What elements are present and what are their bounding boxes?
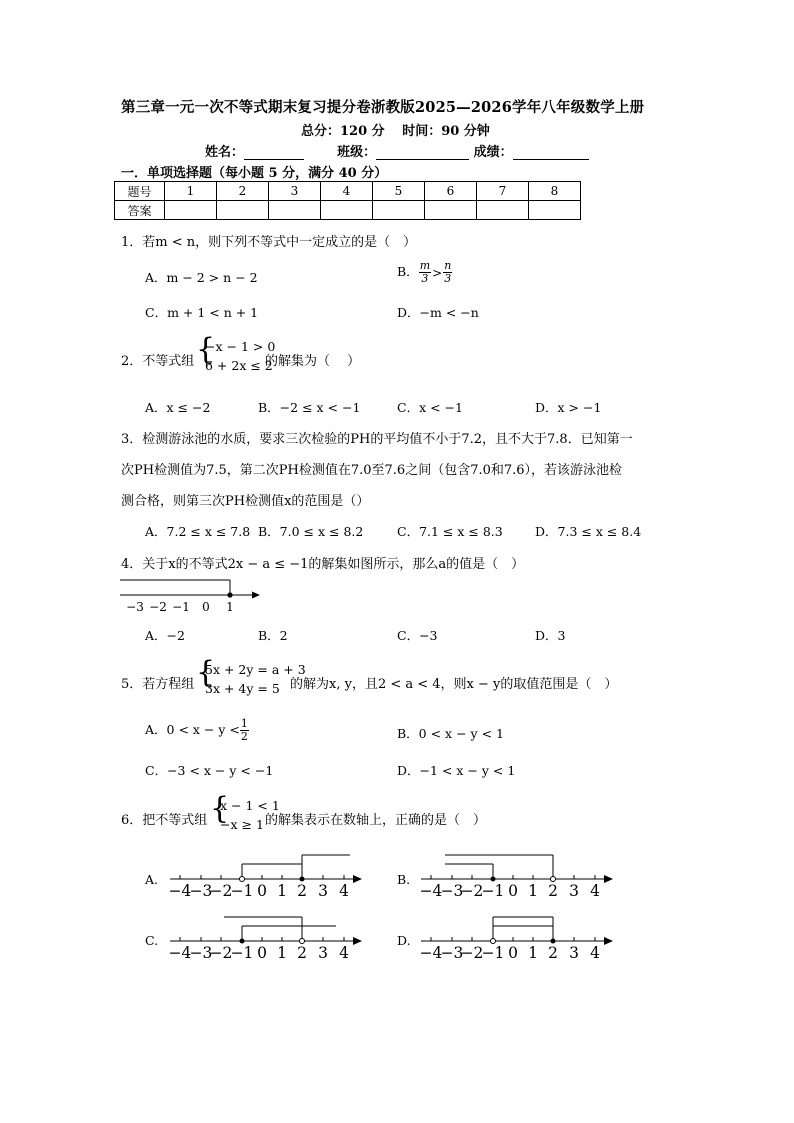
axis-tick-label: −4 <box>168 944 192 960</box>
q3-option-c: C．7.1 ≤ x ≤ 8.3 <box>397 524 503 539</box>
q3-option-b: B．7.0 ≤ x ≤ 8.2 <box>258 524 364 539</box>
q1-option-a: A．m − 2 > n − 2 <box>145 270 258 285</box>
answer-cell[interactable] <box>165 201 217 220</box>
answer-cell[interactable] <box>529 201 581 220</box>
axis-tick-label: 0 <box>508 882 518 898</box>
table-row <box>115 201 581 220</box>
q6-number-line-c <box>166 914 366 960</box>
axis-tick-label: −3 <box>189 944 213 960</box>
q2-line1: −x − 1 > 0 <box>205 339 276 354</box>
q2-option-a: A．x ≤ −2 <box>145 400 211 415</box>
q1-option-c: C．m + 1 < n + 1 <box>145 305 259 320</box>
axis-tick-label: −1 <box>230 882 254 898</box>
q3-option-d: D．7.3 ≤ x ≤ 8.4 <box>535 524 642 539</box>
q4-option-a: A．−2 <box>145 628 185 643</box>
axis-tick-label: 1 <box>528 882 538 898</box>
student-info-line <box>205 141 589 160</box>
axis-tick-label: 0 <box>257 882 267 898</box>
q2-option-b: B．−2 ≤ x < −1 <box>258 400 361 415</box>
q4-option-c: C．−3 <box>397 628 438 643</box>
fraction: $\frac{m}{3}$ <box>419 259 431 285</box>
q6-number-line-d <box>417 914 617 960</box>
question-number: 6 <box>425 182 477 201</box>
q3-line3: 测合格，则第三次PH检测值x的范围是（） <box>121 494 370 509</box>
q3-line2: 次PH检测值为7.5，第二次PH检测值在7.0至7.6之间（包含7.0和7.6），若该游泳池检 <box>121 463 623 478</box>
brace: { <box>210 791 230 826</box>
q6-option-b: B. <box>397 872 411 887</box>
q2-prefix: 2．不等式组 <box>121 354 195 369</box>
axis-tick-label: 1 <box>277 944 287 960</box>
question-number: 7 <box>477 182 529 201</box>
q6-suffix: 的解集表示在数轴上，正确的是（ ） <box>265 813 487 828</box>
q1-option-b: B． $\frac{m}{3}$ > $\frac{n}{3}$ <box>397 259 452 285</box>
score-field[interactable] <box>513 146 589 160</box>
axis-tick-label: 4 <box>339 944 349 960</box>
q2-option-c: C．x < −1 <box>397 400 463 415</box>
question-number: 3 <box>269 182 321 201</box>
axis-tick-label: 1 <box>277 882 287 898</box>
q2-suffix: 的解集为（ ） <box>265 354 361 369</box>
q6-option-c: C. <box>145 933 159 948</box>
q5-option-b: B．0 < x − y < 1 <box>397 726 504 741</box>
answer-cell[interactable] <box>269 201 321 220</box>
q6-number-line-a <box>166 852 366 898</box>
table-row-label: 答案 <box>115 201 165 220</box>
axis-tick-label: 1 <box>226 600 234 614</box>
answer-cell[interactable] <box>321 201 373 220</box>
table-row-label: 题号 <box>115 182 165 201</box>
q4-stem: 4．关于x的不等式2x − a ≤ −1的解集如图所示，那么a的值是（ ） <box>121 557 525 572</box>
q4-option-d: D．3 <box>535 628 566 643</box>
q6-option-d: D. <box>397 933 411 948</box>
axis-tick-label: −2 <box>209 882 233 898</box>
fraction: $\frac{1}{2}$ <box>240 717 248 743</box>
axis-tick-label: 4 <box>590 882 600 898</box>
axis-tick-label: −1 <box>172 600 190 614</box>
axis-tick-label: −4 <box>419 882 443 898</box>
q5-option-d: D．−1 < x − y < 1 <box>397 763 516 778</box>
q5-prefix: 5．若方程组 <box>121 677 195 692</box>
question-number: 5 <box>373 182 425 201</box>
axis-tick-label: −1 <box>481 882 505 898</box>
q2-line2: 6 + 2x ≤ 2 <box>205 358 273 373</box>
class-field[interactable] <box>376 146 469 160</box>
page-title: 第三章一元一次不等式期末复习提分卷浙教版2025—2026学年八年级数学上册 <box>121 99 645 116</box>
axis-tick-label: 3 <box>318 882 328 898</box>
answer-cell[interactable] <box>425 201 477 220</box>
q6-line2: −x ≥ 1 <box>220 817 264 832</box>
q4-number-line <box>116 575 266 615</box>
q2-option-d: D．x > −1 <box>535 400 602 415</box>
name-field[interactable] <box>244 146 304 160</box>
axis-tick-label: 2 <box>548 944 558 960</box>
axis-tick-label: −4 <box>168 882 192 898</box>
axis-tick-label: 3 <box>569 882 579 898</box>
axis-tick-label: −3 <box>440 882 464 898</box>
axis-tick-label: 3 <box>569 944 579 960</box>
axis-tick-label: 2 <box>297 882 307 898</box>
question-number: 8 <box>529 182 581 201</box>
score-label: 成绩： <box>473 145 513 160</box>
brace: { <box>196 655 216 690</box>
q6-prefix: 6．把不等式组 <box>121 813 208 828</box>
table-row <box>115 182 581 201</box>
answer-cell[interactable] <box>373 201 425 220</box>
answer-table <box>114 181 581 220</box>
q5-line2: 3x + 4y = 5 <box>205 681 280 696</box>
axis-tick-label: 2 <box>548 882 558 898</box>
brace: { <box>196 332 216 367</box>
question-number: 1 <box>165 182 217 201</box>
q3-option-a: A．7.2 ≤ x ≤ 7.8 <box>145 524 251 539</box>
q5-line1: 5x + 2y = a + 3 <box>205 662 306 677</box>
q4-option-b: B．2 <box>258 628 288 643</box>
axis-tick-label: −4 <box>419 944 443 960</box>
fraction: $\frac{n}{3}$ <box>444 259 452 285</box>
axis-tick-label: −2 <box>460 882 484 898</box>
q5-option-a <box>145 718 249 743</box>
question-number: 4 <box>321 182 373 201</box>
axis-tick-label: −2 <box>149 600 167 614</box>
answer-cell[interactable] <box>217 201 269 220</box>
question-number: 2 <box>217 182 269 201</box>
axis-tick-label: −2 <box>460 944 484 960</box>
axis-tick-label: 2 <box>297 944 307 960</box>
axis-tick-label: 0 <box>202 600 210 614</box>
answer-cell[interactable] <box>477 201 529 220</box>
axis-tick-label: −3 <box>126 600 144 614</box>
q5-option-a-prefix: A．0 < x − y < <box>145 722 240 737</box>
q6-number-line-b <box>417 852 617 898</box>
class-label: 班级： <box>337 145 377 160</box>
axis-tick-label: −1 <box>481 944 505 960</box>
q6-line1: x − 1 < 1 <box>220 798 280 813</box>
q1-stem: 1．若m < n，则下列不等式中一定成立的是（ ） <box>121 235 417 250</box>
exam-meta: 总分：120 分 时间：90 分钟 <box>301 124 490 139</box>
axis-tick-label: 0 <box>508 944 518 960</box>
axis-tick-label: −3 <box>440 944 464 960</box>
axis-tick-label: 4 <box>590 944 600 960</box>
name-label: 姓名： <box>205 145 245 160</box>
q5-suffix: 的解为x, y，且2 < a < 4，则x − y的取值范围是（ ） <box>290 677 618 692</box>
q6-option-a: A. <box>145 872 159 887</box>
axis-tick-label: 1 <box>528 944 538 960</box>
axis-tick-label: 3 <box>318 944 328 960</box>
q3-line1: 3．检测游泳池的水质，要求三次检验的PH的平均值不小于7.2，且不大于7.8．已知第一 <box>121 432 633 447</box>
axis-tick-label: −2 <box>209 944 233 960</box>
q1-option-b-prefix: B． <box>397 264 419 279</box>
axis-tick-label: −1 <box>230 944 254 960</box>
axis-tick-label: 4 <box>339 882 349 898</box>
q1-option-d: D．−m < −n <box>397 305 479 320</box>
axis-tick-label: 0 <box>257 944 267 960</box>
q5-option-c: C．−3 < x − y < −1 <box>145 763 274 778</box>
section-heading: 一．单项选择题（每小题 5 分，满分 40 分） <box>121 166 388 181</box>
axis-tick-label: −3 <box>189 882 213 898</box>
